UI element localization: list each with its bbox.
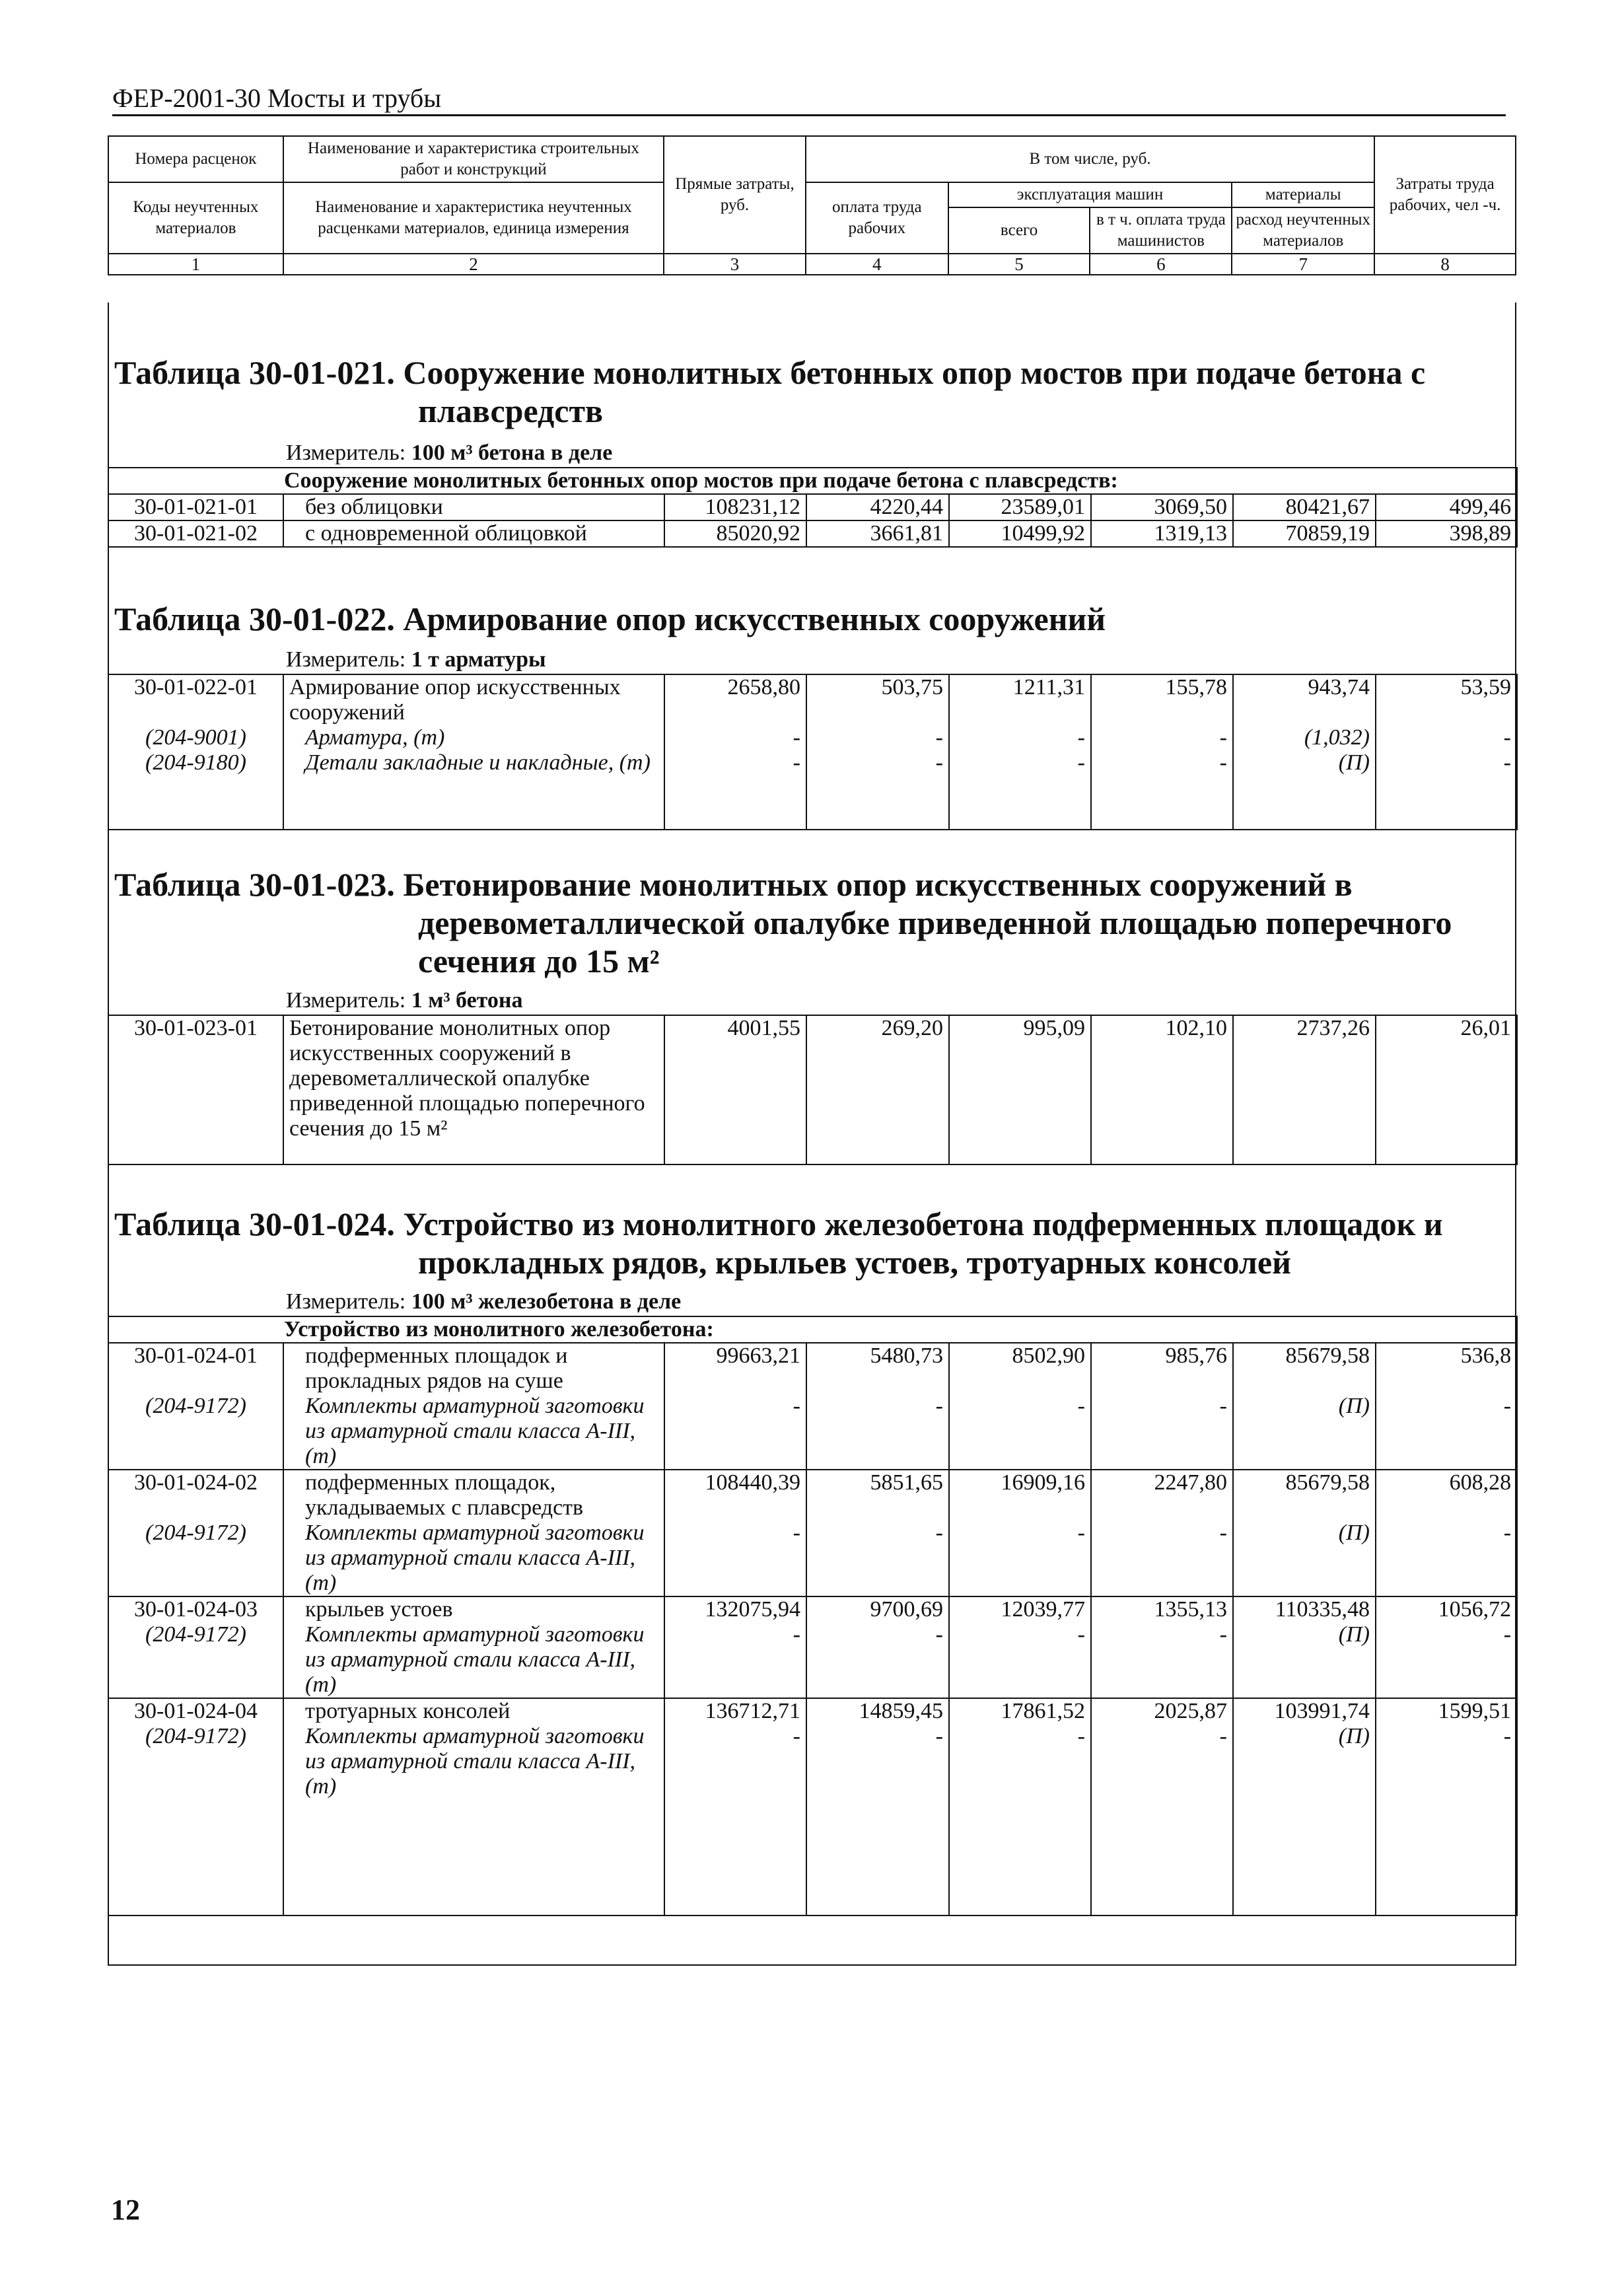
table-row: 30-01-024-03 крыльев устоев 132075,94 9700,69 12039,77 1355,13 110335,48 1056,72 (108, 1596, 1517, 1622)
table-row: 30-01-021-01 без облицовки 108231,12 4220,44 23589,01 3069,50 80421,67 499,46 (108, 494, 1517, 520)
col-num: 1 (108, 254, 283, 275)
col8-head: Затраты труда рабочих, чел -ч. (1374, 136, 1516, 254)
data-table (108, 1015, 1518, 1165)
col-num: 7 (1232, 254, 1374, 275)
col1-head-b: Коды неучтенных материалов (108, 182, 283, 254)
table-row: 30-01-024-02 подферменных площадок, укладываемых с плавсредств 108440,39 5851,65 16909,16 2247,80 85679,58 608,28 (108, 1470, 1517, 1521)
section-title: Таблица 30-01-022. Армирование опор искусственных сооружений (114, 600, 1106, 637)
table-row: 30-01-024-01 подферменных площадок и прокладных рядов на суше 99663,21 5480,73 8502,90 985,76 85679,58 536,8 (108, 1343, 1517, 1394)
section-title: Таблица 30-01-023. Бетонирование монолитных опор искусственных сооружений в деревометаллической опалубке приведенной площадью поперечного сечения до 15 м² (114, 866, 1452, 980)
section-title: Таблица 30-01-021. Сооружение монолитных бетонных опор мостов при подаче бетона с плавсредств (114, 354, 1426, 429)
col-num: 5 (948, 254, 1090, 275)
section-30-01-022 (108, 600, 1516, 830)
page-number: 12 (111, 2194, 140, 2226)
table-row: (204-9172) Комплекты арматурной заготовки из арматурной стали класса А-III, (т) - - - - (П) - (108, 1394, 1517, 1470)
section-30-01-024 (108, 1205, 1516, 1916)
table-row: 30-01-022-01 Армирование опор искусственных сооружений 2658,80 503,75 1211,31 155,78 943,74 53,59 (108, 674, 1517, 725)
table-row: 30-01-023-01 Бетонирование монолитных опор искусственных сооружений в деревометаллической опалубке приведенной площадью поперечного сечения до 15 м² 4001,55 269,20 995,09 102,10 2737,26 26,01 (108, 1015, 1517, 1164)
table-row: (204-9001) Арматура, (т) - - - - (1,032) - (108, 725, 1517, 750)
col-num: 3 (664, 254, 806, 275)
meter: Измеритель: 1 м³ бетона (286, 988, 523, 1013)
group-header: Устройство из монолитного железобетона: (108, 1316, 1517, 1343)
col2-head-b: Наименование и характеристика неучтенных расценками материалов, единица измерения (283, 182, 664, 254)
page-header: ФЕР-2001-30 Мосты и трубы (112, 83, 1506, 116)
col2-head-a: Наименование и характеристика строительных работ и конструкций (283, 136, 664, 182)
col-num: 4 (806, 254, 948, 275)
table-row: (204-9172) Комплекты арматурной заготовки из арматурной стали класса А-III, (т) - - - - (П) - (108, 1622, 1517, 1698)
materials-head: материалы (1232, 182, 1374, 207)
col6-head: в т ч. оплата труда машинистов (1090, 207, 1232, 254)
section-30-01-023 (108, 865, 1516, 1165)
col7-head: расход неучтенных материалов (1232, 207, 1374, 254)
meter: Измеритель: 100 м³ железобетона в деле (286, 1289, 682, 1314)
column-header-table (108, 135, 1516, 275)
table-row: (204-9172) Комплекты арматурной заготовки из арматурной стали класса А-III, (т) - - - - (П) - (108, 1521, 1517, 1596)
table-row: (204-9180) Детали закладные и накладные, (т) - - - - (П) - (108, 750, 1517, 830)
data-table (108, 467, 1518, 548)
table-row: 30-01-021-02 с одновременной облицовкой 85020,92 3661,81 10499,92 1319,13 70859,19 398,89 (108, 520, 1517, 547)
section-title: Таблица 30-01-024. Устройство из монолитного железобетона подферменных площадок и прокладных рядов, крыльев устоев, тротуарных консолей (114, 1205, 1443, 1281)
col3-head: Прямые затраты, руб. (664, 136, 806, 254)
machines-head: эксплуатация машин (948, 182, 1232, 207)
section-30-01-021 (108, 353, 1516, 548)
table-row: (204-9172) Комплекты арматурной заготовки из арматурной стали класса А-III, (т) - - - - (П) - (108, 1724, 1517, 1916)
table-row: 30-01-024-04 тротуарных консолей 136712,71 14859,45 17861,52 2025,87 103991,74 1599,51 (108, 1698, 1517, 1724)
incl-head: В том числе, руб. (806, 136, 1374, 182)
meter: Измеритель: 1 т арматуры (286, 647, 546, 672)
group-header: Сооружение монолитных бетонных опор мостов при подаче бетона с плавсредств: (108, 468, 1517, 494)
col-num: 8 (1374, 254, 1516, 275)
col4-head: оплата труда рабочих (806, 182, 948, 254)
col1-head-a: Номера расценок (108, 136, 283, 182)
meter: Измеритель: 100 м³ бетона в деле (286, 441, 613, 465)
col-num: 6 (1090, 254, 1232, 275)
data-table (108, 1316, 1518, 1916)
data-table (108, 674, 1518, 830)
col-num: 2 (283, 254, 664, 275)
col5-head: всего (948, 207, 1090, 254)
